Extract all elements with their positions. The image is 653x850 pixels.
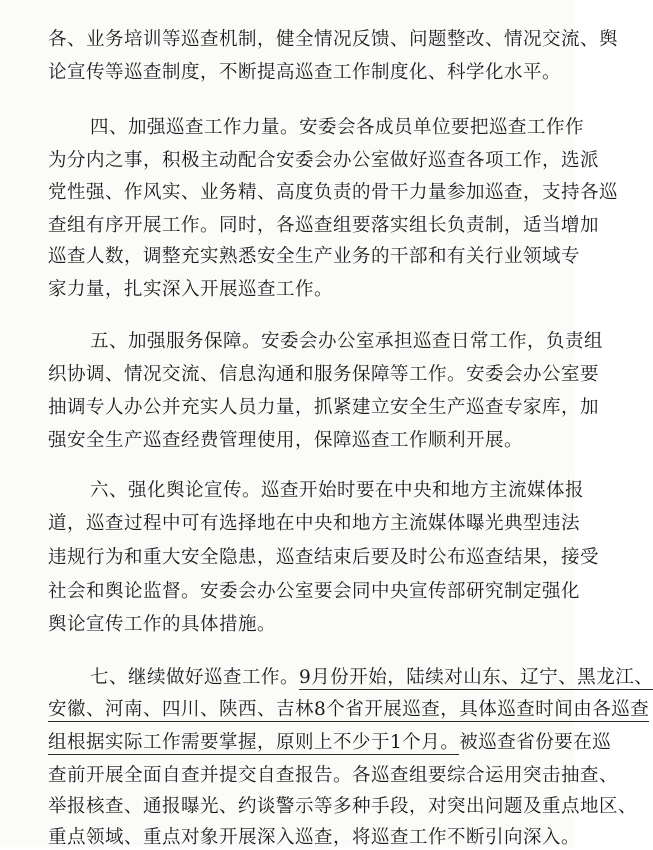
underlined-text: 安徽、河南、四川、陕西、吉林8个省开展巡查，具体巡查时间由各巡查 xyxy=(48,699,650,720)
text-line: 举报核查、通报曝光、约谈警示等多种手段，对突出问题及重点地区、 xyxy=(48,796,638,817)
text-line: 织协调、情况交流、信息沟通和服务保障等工作。安委会办公室要 xyxy=(48,364,600,385)
paragraph-heading-line: 四、加强巡查工作力量。安委会各成员单位要把巡查工作作 xyxy=(90,117,585,138)
text-line: 论宣传等巡查制度，不断提高巡查工作制度化、科学化水平。 xyxy=(48,62,562,83)
underlined-text: 组根据实际工作需要掌握，原则上不少于1个月。 xyxy=(48,732,460,753)
text-line: 重点领域、重点对象开展深入巡查，将巡查工作不断引向深入。 xyxy=(48,827,581,848)
paragraph-heading-line: 五、加强服务保障。安委会办公室承担巡查日常工作，负责组 xyxy=(90,331,604,352)
text-line: 舆论宣传工作的具体措施。 xyxy=(48,614,277,635)
paragraph-heading-line: 六、强化舆论宣传。巡查开始时要在中央和地方主流媒体报 xyxy=(90,480,585,501)
text-line: 道，巡查过程中可有选择地在中央和地方主流媒体曝光典型违法 xyxy=(48,513,581,534)
underlined-text: 9月份开始，陆续对山东、辽宁、黑龙江、 xyxy=(299,667,653,688)
text-line: 党性强、作风实、业务精、高度负责的骨干力量参加巡查，支持各巡 xyxy=(48,182,619,203)
text-line: 家力量，扎实深入开展巡查工作。 xyxy=(48,279,334,300)
text-line: 巡查人数，调整充实熟悉安全生产业务的干部和有关行业领域专 xyxy=(48,246,581,267)
text-line: 为分内之事，积极主动配合安委会办公室做好巡查各项工作，选派 xyxy=(48,150,600,171)
text-line: 查组有序开展工作。同时，各巡查组要落实组长负责制，适当增加 xyxy=(48,215,600,236)
text-line: 强安全生产巡查经费管理使用，保障巡查工作顺利开展。 xyxy=(48,430,524,451)
paragraph-heading-line: 七、继续做好巡查工作。9月份开始，陆续对山东、辽宁、黑龙江、 xyxy=(90,667,653,688)
text-line xyxy=(48,698,650,722)
text-line: 违规行为和重大安全隐患，巡查结束后要及时公布巡查结果，接受 xyxy=(48,547,600,568)
text-line: 查前开展全面自查并提交自查报告。各巡查组要综合运用突击抽查、 xyxy=(48,765,619,786)
text-line: 抽调专人办公并充实人员力量，抓紧建立安全生产巡查专家库，加 xyxy=(48,397,600,418)
text-line: 组根据实际工作需要掌握，原则上不少于1个月。被巡查省份要在巡 xyxy=(48,732,612,753)
text-line: 社会和舆论监督。安委会办公室要会同中央宣传部研究制定强化 xyxy=(48,581,581,602)
text-line: 各、业务培训等巡查机制，健全情况反馈、问题整改、情况交流、舆 xyxy=(48,29,619,50)
